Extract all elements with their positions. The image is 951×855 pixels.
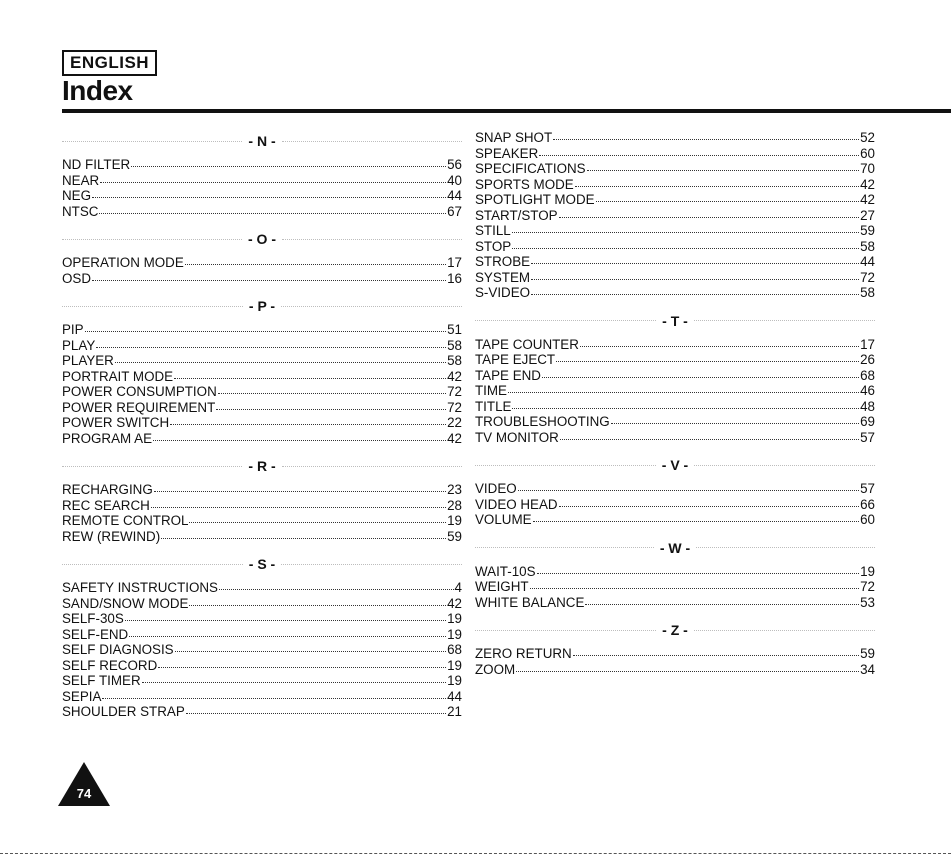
entry-page-number: 26 xyxy=(860,352,875,367)
entry-page-number: 44 xyxy=(447,188,462,203)
entry-term: TIME xyxy=(475,383,507,398)
index-entry xyxy=(475,414,875,430)
section-heading xyxy=(62,228,462,250)
index-entry xyxy=(62,384,462,400)
dot-leader xyxy=(92,197,446,198)
dot-leader xyxy=(537,573,860,574)
index-entry xyxy=(62,627,462,643)
heading-dots xyxy=(282,141,462,142)
entry-term: TAPE COUNTER xyxy=(475,336,579,352)
entry-page-number: 17 xyxy=(447,255,462,270)
entry-term: SPOTLIGHT MODE xyxy=(475,192,595,207)
index-entry xyxy=(62,353,462,369)
dot-leader xyxy=(85,331,447,332)
section-heading xyxy=(475,537,875,559)
index-section xyxy=(475,310,875,446)
heading-dots xyxy=(62,239,242,240)
entry-term: TAPE EJECT xyxy=(475,352,556,367)
heading-dots xyxy=(281,306,462,307)
index-entry xyxy=(62,157,462,173)
index-entry xyxy=(62,689,462,705)
entry-page-number: 17 xyxy=(860,336,875,352)
index-entry xyxy=(62,673,462,689)
section-gap xyxy=(62,544,462,553)
entry-page-number: 28 xyxy=(447,497,462,513)
page-bottom-edge xyxy=(0,852,951,854)
entry-page-number: 68 xyxy=(447,642,462,657)
dot-leader xyxy=(553,139,859,140)
entry-term: VOLUME xyxy=(475,512,532,527)
dot-leader xyxy=(560,439,859,440)
section-heading xyxy=(475,310,875,332)
index-entry xyxy=(62,255,462,271)
dot-leader xyxy=(99,213,446,214)
index-entry xyxy=(62,204,462,220)
index-entry xyxy=(62,431,462,447)
section-letter: - Z - xyxy=(662,622,688,638)
entry-page-number: 16 xyxy=(447,270,462,286)
entry-term: OSD xyxy=(62,270,92,286)
section-letter: - W - xyxy=(659,539,691,556)
index-entry xyxy=(62,580,462,596)
entry-page-number: 23 xyxy=(447,482,462,497)
entry-page-number: 72 xyxy=(447,399,462,415)
index-entry xyxy=(62,338,462,354)
dot-leader xyxy=(158,667,446,668)
entry-term: STOP xyxy=(475,238,512,254)
index-entry xyxy=(62,271,462,287)
heading-dots xyxy=(696,547,875,548)
entry-page-number: 67 xyxy=(447,203,462,219)
section-letter: - S - xyxy=(248,556,276,572)
entry-term: NEAR xyxy=(62,172,100,188)
heading-dots xyxy=(694,630,875,631)
entry-term: PIP xyxy=(62,322,84,337)
dot-leader xyxy=(531,263,859,264)
dot-leader xyxy=(533,521,860,522)
dot-leader xyxy=(125,620,446,621)
entry-page-number: 19 xyxy=(447,657,462,673)
dot-leader xyxy=(115,362,446,363)
dot-leader xyxy=(174,378,446,379)
entry-page-number: 48 xyxy=(860,398,875,414)
dot-leader xyxy=(531,294,859,295)
index-entry xyxy=(475,352,875,368)
index-entry xyxy=(62,188,462,204)
entry-term: REW (REWIND) xyxy=(62,528,161,544)
index-column-left xyxy=(62,130,462,720)
heading-dots xyxy=(475,320,656,321)
index-section xyxy=(475,619,875,677)
section-letter: - V - xyxy=(661,457,689,473)
dot-leader xyxy=(154,491,446,492)
dot-leader xyxy=(189,522,446,523)
dot-leader xyxy=(559,506,860,507)
section-heading xyxy=(62,130,462,152)
entry-page-number: 59 xyxy=(447,528,462,544)
entry-page-number: 60 xyxy=(860,145,875,161)
entry-term: ZOOM xyxy=(475,661,516,677)
entry-term: SNAP SHOT xyxy=(475,130,553,145)
entry-term: STILL xyxy=(475,223,511,238)
dot-leader xyxy=(216,409,446,410)
entry-term: SELF TIMER xyxy=(62,673,141,688)
entry-term: VIDEO xyxy=(475,481,517,496)
entry-page-number: 34 xyxy=(860,661,875,677)
entry-term: REC SEARCH xyxy=(62,497,150,513)
dot-leader xyxy=(96,347,446,348)
language-badge: ENGLISH xyxy=(62,50,157,76)
dot-leader xyxy=(512,232,859,233)
entry-term: TITLE xyxy=(475,398,512,414)
entry-term: WEIGHT xyxy=(475,579,529,594)
entry-term: PLAYER xyxy=(62,353,114,368)
entry-term: ZERO RETURN xyxy=(475,646,572,661)
index-entry xyxy=(475,270,875,286)
index-entry xyxy=(62,173,462,189)
index-entry xyxy=(62,369,462,385)
index-entry xyxy=(475,192,875,208)
dot-leader xyxy=(129,636,446,637)
section-letter: - R - xyxy=(248,458,276,474)
dot-leader xyxy=(142,682,446,683)
index-section xyxy=(475,130,875,301)
dot-leader xyxy=(102,698,446,699)
index-entry xyxy=(475,254,875,270)
dot-leader xyxy=(587,170,859,171)
entry-term: TV MONITOR xyxy=(475,429,559,445)
index-entry xyxy=(62,498,462,514)
index-entry xyxy=(475,383,875,399)
entry-term: VIDEO HEAD xyxy=(475,496,558,512)
index-section xyxy=(62,295,462,446)
entry-page-number: 57 xyxy=(860,481,875,496)
entry-page-number: 42 xyxy=(447,368,462,384)
entry-term: PROGRAM AE xyxy=(62,430,153,446)
entry-page-number: 53 xyxy=(860,594,875,610)
entry-page-number: 72 xyxy=(860,579,875,594)
dot-leader xyxy=(596,201,860,202)
entry-page-number: 72 xyxy=(447,384,462,399)
section-gap xyxy=(475,301,875,310)
entry-page-number: 44 xyxy=(447,688,462,704)
dot-leader xyxy=(218,393,446,394)
entry-page-number: 21 xyxy=(447,704,462,719)
page-title: Index xyxy=(62,75,133,106)
dot-leader xyxy=(512,248,859,249)
section-letter: - N - xyxy=(248,133,276,149)
index-entry xyxy=(475,497,875,513)
section-gap xyxy=(475,610,875,619)
entry-page-number: 42 xyxy=(860,192,875,207)
index-section xyxy=(62,553,462,720)
entry-term: SPORTS MODE xyxy=(475,176,574,192)
entry-term: SPEAKER xyxy=(475,145,539,161)
index-entry xyxy=(475,368,875,384)
index-section xyxy=(475,454,875,528)
section-letter: - T - xyxy=(662,312,688,329)
entry-term: OPERATION MODE xyxy=(62,255,184,270)
index-entry xyxy=(475,337,875,353)
heading-dots xyxy=(62,564,243,565)
index-entry xyxy=(475,223,875,239)
dot-leader xyxy=(170,424,446,425)
entry-page-number: 66 xyxy=(860,496,875,512)
entry-page-number: 57 xyxy=(860,429,875,445)
section-heading xyxy=(475,619,875,641)
entry-term: WAIT-10S xyxy=(475,563,536,579)
entry-page-number: 4 xyxy=(454,580,462,595)
section-gap xyxy=(62,446,462,455)
dot-leader xyxy=(573,655,859,656)
entry-page-number: 72 xyxy=(860,269,875,285)
entry-term: RECHARGING xyxy=(62,482,153,497)
section-gap xyxy=(62,286,462,295)
entry-page-number: 44 xyxy=(860,254,875,269)
dot-leader xyxy=(539,155,859,156)
entry-page-number: 19 xyxy=(860,563,875,579)
heading-dots xyxy=(62,141,242,142)
entry-term: SPECIFICATIONS xyxy=(475,161,586,176)
heading-dots xyxy=(475,465,656,466)
index-entry xyxy=(62,529,462,545)
index-entry xyxy=(475,646,875,662)
index-entry xyxy=(62,658,462,674)
entry-page-number: 42 xyxy=(447,595,462,611)
index-entry xyxy=(475,595,875,611)
entry-page-number: 68 xyxy=(860,367,875,383)
entry-page-number: 70 xyxy=(860,161,875,176)
index-entry xyxy=(475,662,875,678)
index-entry xyxy=(475,208,875,224)
section-heading xyxy=(62,553,462,575)
entry-page-number: 19 xyxy=(447,513,462,528)
entry-term: TROUBLESHOOTING xyxy=(475,414,610,429)
index-section xyxy=(62,228,462,286)
dot-leader xyxy=(516,671,859,672)
index-entry xyxy=(62,400,462,416)
entry-term: WHITE BALANCE xyxy=(475,594,585,610)
entry-page-number: 51 xyxy=(447,322,462,337)
dot-leader xyxy=(585,604,859,605)
section-heading xyxy=(475,454,875,476)
entry-term: NEG xyxy=(62,188,92,203)
index-entry xyxy=(475,161,875,177)
entry-term: PLAY xyxy=(62,337,96,353)
index-entry xyxy=(475,430,875,446)
index-entry xyxy=(62,596,462,612)
dot-leader xyxy=(186,713,446,714)
dot-leader xyxy=(219,589,454,590)
dot-leader xyxy=(151,507,446,508)
dot-leader xyxy=(512,408,859,409)
index-entry xyxy=(475,579,875,595)
entry-page-number: 42 xyxy=(860,176,875,192)
entry-page-number: 46 xyxy=(860,383,875,398)
dot-leader xyxy=(518,490,859,491)
index-entry xyxy=(475,512,875,528)
entry-term: SELF DIAGNOSIS xyxy=(62,642,174,657)
dot-leader xyxy=(559,217,860,218)
page-number: 74 xyxy=(76,786,92,801)
index-entry xyxy=(475,399,875,415)
index-entry xyxy=(62,415,462,431)
heading-dots xyxy=(282,239,462,240)
entry-page-number: 59 xyxy=(860,646,875,661)
dot-leader xyxy=(153,440,446,441)
entry-term: SHOULDER STRAP xyxy=(62,704,185,719)
entry-page-number: 59 xyxy=(860,223,875,238)
entry-page-number: 19 xyxy=(447,673,462,688)
dot-leader xyxy=(531,279,859,280)
index-column-right xyxy=(475,130,875,677)
entry-page-number: 19 xyxy=(447,626,462,642)
entry-term: SEPIA xyxy=(62,688,102,704)
entry-term: STROBE xyxy=(475,254,531,269)
dot-leader xyxy=(100,182,446,183)
entry-term: POWER CONSUMPTION xyxy=(62,384,217,399)
heading-dots xyxy=(62,306,243,307)
entry-term: NTSC xyxy=(62,203,99,219)
entry-page-number: 27 xyxy=(860,207,875,223)
entry-term: SAND/SNOW MODE xyxy=(62,595,189,611)
section-heading xyxy=(62,455,462,477)
dot-leader xyxy=(161,538,446,539)
index-entry xyxy=(62,611,462,627)
dot-leader xyxy=(542,377,859,378)
index-entry xyxy=(62,322,462,338)
dot-leader xyxy=(580,346,859,347)
index-entry xyxy=(62,482,462,498)
entry-term: POWER SWITCH xyxy=(62,415,170,430)
index-section xyxy=(475,537,875,611)
entry-term: PORTRAIT MODE xyxy=(62,368,174,384)
index-entry xyxy=(62,704,462,720)
index-entry xyxy=(475,481,875,497)
index-entry xyxy=(62,513,462,529)
index-section xyxy=(62,455,462,544)
index-entry xyxy=(475,177,875,193)
entry-term: SELF RECORD xyxy=(62,657,158,673)
title-divider xyxy=(62,109,951,113)
entry-page-number: 42 xyxy=(447,430,462,446)
heading-dots xyxy=(694,320,875,321)
section-letter: - P - xyxy=(248,298,276,314)
index-entry xyxy=(475,130,875,146)
entry-page-number: 19 xyxy=(447,611,462,626)
dot-leader xyxy=(131,166,446,167)
section-gap xyxy=(62,219,462,228)
dot-leader xyxy=(92,280,446,281)
entry-page-number: 58 xyxy=(447,337,462,353)
entry-page-number: 40 xyxy=(447,172,462,188)
section-heading xyxy=(62,295,462,317)
dot-leader xyxy=(611,423,859,424)
heading-dots xyxy=(475,630,656,631)
index-section xyxy=(62,130,462,219)
heading-dots xyxy=(694,465,875,466)
index-entry xyxy=(475,564,875,580)
heading-dots xyxy=(281,564,462,565)
entry-page-number: 52 xyxy=(860,130,875,145)
entry-page-number: 60 xyxy=(860,512,875,527)
entry-term: SAFETY INSTRUCTIONS xyxy=(62,580,218,595)
entry-page-number: 22 xyxy=(447,415,462,430)
dot-leader xyxy=(185,264,446,265)
entry-term: ND FILTER xyxy=(62,157,131,172)
entry-term: S-VIDEO xyxy=(475,285,531,300)
entry-term: SELF-END xyxy=(62,626,129,642)
section-gap xyxy=(475,445,875,454)
dot-leader xyxy=(189,605,446,606)
dot-leader xyxy=(575,186,859,187)
dot-leader xyxy=(508,392,859,393)
entry-page-number: 56 xyxy=(447,157,462,172)
index-entry xyxy=(62,642,462,658)
entry-term: START/STOP xyxy=(475,207,558,223)
index-entry xyxy=(475,239,875,255)
index-entry xyxy=(475,146,875,162)
dot-leader xyxy=(530,588,860,589)
entry-page-number: 58 xyxy=(447,353,462,368)
index-entry xyxy=(475,285,875,301)
entry-term: SELF-30S xyxy=(62,611,124,626)
entry-term: POWER REQUIREMENT xyxy=(62,399,216,415)
dot-leader xyxy=(175,651,446,652)
section-gap xyxy=(475,528,875,537)
entry-page-number: 58 xyxy=(860,238,875,254)
page-number-triangle-icon xyxy=(56,760,112,808)
entry-term: TAPE END xyxy=(475,367,541,383)
heading-dots xyxy=(282,466,462,467)
entry-page-number: 69 xyxy=(860,414,875,429)
entry-term: REMOTE CONTROL xyxy=(62,513,189,528)
entry-page-number: 58 xyxy=(860,285,875,300)
section-letter: - O - xyxy=(248,231,276,247)
heading-dots xyxy=(475,547,654,548)
heading-dots xyxy=(62,466,242,467)
dot-leader xyxy=(556,361,859,362)
entry-term: SYSTEM xyxy=(475,269,531,285)
